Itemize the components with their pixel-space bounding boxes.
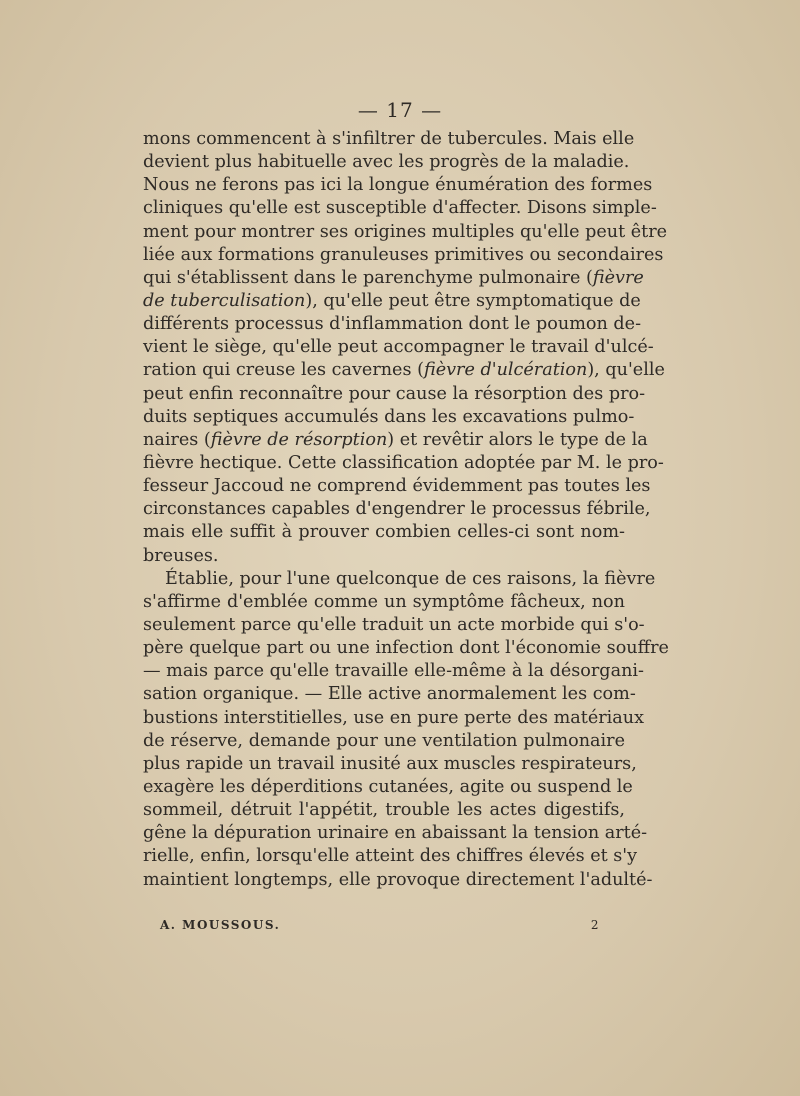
text-line: père quelque part ou une infection dont l'économie souffre [143, 638, 669, 659]
text-line: seulement parce qu'elle traduit un acte morbide qui s'o- [143, 614, 645, 635]
text-line: rielle, enfin, lorsqu'elle atteint des chiffres élevés et s'y [143, 846, 638, 867]
sheet-number: 2 [590, 918, 600, 932]
text-line: de réserve, demande pour une ventilation pulmonaire [143, 730, 625, 751]
text-line: devient plus habituelle avec les progrès de la maladie. [143, 152, 630, 173]
author-signature: A. MOUSSOUS. [160, 918, 281, 932]
text-line: gêne la dépuration urinaire en abaissant la tension arté- [143, 823, 648, 844]
text-line: sommeil, détruit l'appétit, trouble les actes digestifs, [143, 800, 625, 821]
text-line: de tuberculisation), qu'elle peut être symptomatique de [143, 290, 641, 311]
text-line: cliniques qu'elle est susceptible d'affecter. Disons simple- [143, 198, 657, 219]
page-number: — 17 — [357, 98, 443, 122]
text-line: liée aux formations granuleuses primitives ou secondaires [143, 244, 664, 265]
text-line: ration qui creuse les cavernes (fièvre d'ulcération), qu'elle [143, 360, 665, 381]
body-text [143, 128, 669, 892]
text-line: — mais parce qu'elle travaille elle-même à la désorgani- [143, 661, 644, 682]
text-line: plus rapide un travail inusité aux muscles respirateurs, [143, 753, 637, 774]
text-line: maintient longtemps, elle provoque directement l'adulté- [143, 869, 653, 890]
text-line: s'affirme d'emblée comme un symptôme fâcheux, non [143, 591, 625, 612]
text-line: circonstances capables d'engendrer le processus fébrile, [143, 499, 651, 520]
text-line: fièvre hectique. Cette classification adoptée par M. le pro- [143, 452, 664, 473]
text-line: fesseur Jaccoud ne comprend évidemment pas toutes les [143, 476, 651, 497]
text-line: bustions interstitielles, use en pure perte des matériaux [143, 707, 645, 728]
text-line: Établie, pour l'une quelconque de ces raisons, la fièvre [165, 568, 656, 589]
text-line: différents processus d'inflammation dont le poumon de- [143, 314, 642, 335]
text-line: mais elle suffit à prouver combien celles-ci sont nom- [143, 522, 625, 543]
text-line: peut enfin reconnaître pour cause la résorption des pro- [143, 383, 646, 404]
text-line: vient le siège, qu'elle peut accompagner le travail d'ulcé- [143, 337, 654, 358]
text-line: exagère les déperditions cutanées, agite ou suspend le [143, 776, 633, 797]
text-line: sation organique. — Elle active anormalement les com- [143, 684, 636, 705]
text-line: duits septiques accumulés dans les excavations pulmo- [143, 406, 635, 427]
text-line: naires (fièvre de résorption) et revêtir alors le type de la [143, 429, 648, 450]
text-line: qui s'établissent dans le parenchyme pulmonaire (fièvre [143, 267, 644, 288]
text-line: ment pour montrer ses origines multiples qu'elle peut être [143, 221, 668, 242]
text-line: mons commencent à s'infiltrer de tubercules. Mais elle [143, 129, 635, 149]
text-line: Nous ne ferons pas ici la longue énumération des formes [143, 175, 653, 196]
text-line: breuses. [143, 545, 219, 566]
